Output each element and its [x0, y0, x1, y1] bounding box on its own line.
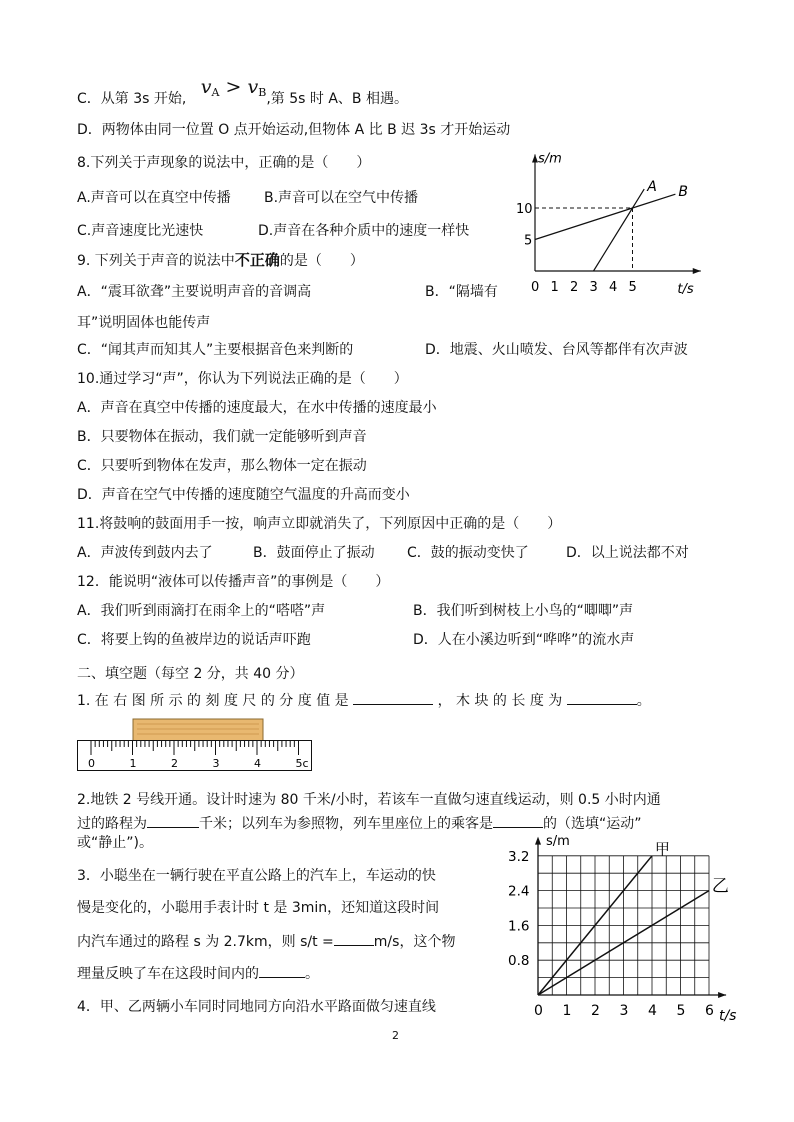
q12-option-b: B．我们听到树枝上小鸟的“唧唧”声 — [413, 603, 634, 619]
x-tick-label: 4 — [648, 1003, 657, 1019]
x-axis-arrow — [718, 992, 726, 998]
fill-2-line1: 2.地铁 2 号线开通。设计时速为 80 千米/小时，若该车一直做匀速直线运动，则 0.5 小时内通 — [77, 792, 661, 808]
x-tick-label: 5 — [628, 280, 637, 295]
st-graph-jia-yi — [500, 833, 737, 1025]
series-label-B: B — [678, 184, 689, 201]
y-tick-label: 2.4 — [508, 883, 530, 900]
x-axis-label: t/s — [718, 1008, 737, 1024]
fill-3-line3-b: m/s，这个物 — [373, 934, 456, 950]
q8-option-a: A.声音可以在真空中传播 — [77, 190, 231, 206]
y-tick-label: 0.8 — [508, 953, 530, 970]
q9-stem-post: 的是（ ） — [279, 253, 364, 269]
fill-3-line2: 慢是变化的，小聪用手表计时 t 是 3min，还知道这段时间 — [77, 900, 440, 916]
y-tick-label: 5 — [524, 233, 533, 249]
fill-3-line4-a: 理量反映了车在这段时间内的 — [77, 966, 259, 982]
q9-stem-pre: 9. 下列关于声音的说法中 — [77, 253, 235, 269]
ruler-label: 0 — [88, 757, 95, 770]
fill-2-line3: 或“静止”)。 — [77, 835, 153, 851]
q8-option-c: C.声音速度比光速快 — [77, 223, 204, 239]
q11-option-a: A．声波传到鼓内去了 — [77, 545, 213, 561]
ruler-label: 5c — [295, 757, 309, 770]
q9-stem — [77, 250, 364, 271]
x-axis-arrow — [693, 268, 701, 274]
q11-option-c: C．鼓的振动变快了 — [407, 545, 529, 561]
series-label-甲: 甲 — [654, 839, 670, 858]
q12-option-c: C．将要上钩的鱼被岸边的说话声吓跑 — [77, 632, 311, 648]
x-tick-label: 5 — [676, 1003, 686, 1019]
fill-2-blank-1 — [147, 813, 199, 828]
q11-option-d: D．以上说法都不对 — [566, 545, 689, 561]
fill-2-line2 — [77, 813, 642, 834]
x-tick-label: 0 — [534, 1003, 543, 1019]
q9-option-a: A．“震耳欲聋”主要说明声音的音调高 — [77, 284, 312, 300]
q10-option-c: C．只要听到物体在发声，那么物体一定在振动 — [77, 458, 367, 474]
q7-va: v — [200, 76, 212, 98]
page-number: 2 — [392, 1029, 399, 1042]
q9-stem-emphasis: 不正确 — [234, 251, 280, 269]
q7-inequality — [201, 76, 267, 98]
ruler-figure — [77, 715, 317, 775]
q12-option-a: A．我们听到雨滴打在雨伞上的“嗒嗒”声 — [77, 603, 326, 619]
section-title: 二、填空题（每空 2 分，共 40 分） — [77, 666, 304, 682]
y-tick-label: 3.2 — [508, 848, 530, 865]
x-tick-label: 1 — [562, 1003, 572, 1019]
y-axis-label: s/m — [546, 833, 570, 849]
fill-3-line4-b: 。 — [305, 966, 319, 982]
q9-option-c: C．“闻其声而知其人”主要根据音色来判断的 — [77, 342, 354, 358]
q8-option-d: D.声音在各种介质中的速度一样快 — [258, 223, 470, 239]
fill-1-part1: 1. 在 右 图 所 示 的 刻 度 尺 的 分 度 值 是 — [77, 693, 349, 709]
q7-option-c-prefix: C．从第 3s 开始, — [77, 91, 187, 107]
fill-3-line1: 3．小聪坐在一辆行驶在平直公路上的汽车上，车运动的快 — [77, 868, 436, 884]
q7-option-c-suffix: ,第 5s 时 A、B 相遇。 — [266, 91, 408, 107]
fill-1-part3: 。 — [636, 693, 651, 709]
fill-1-blank-1 — [353, 690, 433, 705]
fill-2-blank-2 — [493, 813, 543, 828]
x-tick-label: 4 — [609, 280, 618, 295]
q9-option-d: D．地震、火山喷发、台风等都伴有次声波 — [425, 342, 688, 358]
y-tick-label: 1.6 — [508, 918, 530, 935]
series-label-乙: 乙 — [711, 876, 729, 897]
q12-stem: 12．能说明“液体可以传播声音”的事例是（ ） — [77, 574, 390, 590]
q10-option-d: D．声音在空气中传播的速度随空气温度的升高而变小 — [77, 487, 410, 503]
x-tick-label: 3 — [589, 280, 598, 295]
x-tick-label: 0 — [531, 280, 540, 295]
q7-va-sub: A — [211, 86, 220, 99]
q7-option-d: D．两物体由同一位置 O 点开始运动,但物体 A 比 B 迟 3s 才开始运动 — [77, 122, 511, 138]
q9-option-b-part1: B．“隔墙有 — [425, 284, 498, 300]
y-tick-label: 10 — [516, 202, 533, 217]
x-axis-label: t/s — [677, 282, 694, 297]
q11-option-b: B．鼓面停止了振动 — [253, 545, 375, 561]
fill-1 — [77, 690, 651, 711]
ruler-label: 1 — [129, 757, 137, 770]
x-tick-label: 2 — [591, 1003, 600, 1019]
fill-1-blank-2 — [567, 690, 637, 705]
st-graph-ab — [510, 143, 710, 297]
q7-op: > — [225, 76, 242, 98]
y-axis-arrow — [535, 837, 541, 845]
wood-block — [133, 719, 263, 741]
y-axis-label: s/m — [538, 151, 562, 167]
q7-vb-sub: B — [258, 86, 267, 99]
fill-3-blank-1 — [334, 931, 374, 946]
fill-3-line3-a: 内汽车通过的路程 s 为 2.7km，则 s/t = — [77, 934, 334, 950]
ruler-label: 4 — [254, 757, 261, 770]
x-tick-label: 2 — [570, 280, 579, 295]
ruler-label: 2 — [171, 757, 178, 770]
series-label-A: A — [647, 179, 657, 196]
x-tick-label: 6 — [705, 1003, 714, 1019]
x-tick-label: 1 — [550, 280, 559, 295]
x-tick-label: 3 — [619, 1003, 629, 1019]
fill-3-line3 — [77, 931, 455, 952]
series-line-A — [594, 189, 645, 271]
q7-option-c — [77, 76, 408, 113]
q10-stem: 10.通过学习“声”，你认为下列说法正确的是（ ） — [77, 371, 408, 387]
fill-3-blank-2 — [259, 963, 305, 978]
fill-1-part2: ， 木 块 的 长 度 为 — [437, 693, 563, 709]
q10-option-b: B．只要物体在振动，我们就一定能够听到声音 — [77, 429, 367, 445]
fill-4-line1: 4．甲、乙两辆小车同时同地同方向沿水平路面做匀速直线 — [77, 999, 436, 1015]
series-line-B — [535, 194, 675, 239]
q11-stem: 11.将鼓响的鼓面用手一按，响声立即就消失了，下列原因中正确的是（ ） — [77, 516, 562, 532]
q12-option-d: D．人在小溪边听到“哗哗”的流水声 — [413, 632, 635, 648]
fill-3-line4 — [77, 963, 319, 984]
q7-vb: v — [247, 76, 259, 98]
q9-option-b-part2: 耳”说明固体也能传声 — [77, 315, 211, 331]
q10-option-a: A．声音在真空中传播的速度最大，在水中传播的速度最小 — [77, 400, 437, 416]
fill-2-line2-c: 的（选填“运动” — [543, 816, 642, 832]
q8-option-b: B.声音可以在空气中传播 — [264, 190, 419, 206]
ruler-label: 3 — [212, 757, 220, 770]
fill-2-line2-a: 过的路程为 — [77, 816, 147, 832]
fill-2-line2-b: 千米；以列车为参照物，列车里座位上的乘客是 — [199, 816, 493, 832]
q8-stem: 8.下列关于声现象的说法中，正确的是（ ） — [77, 155, 371, 171]
